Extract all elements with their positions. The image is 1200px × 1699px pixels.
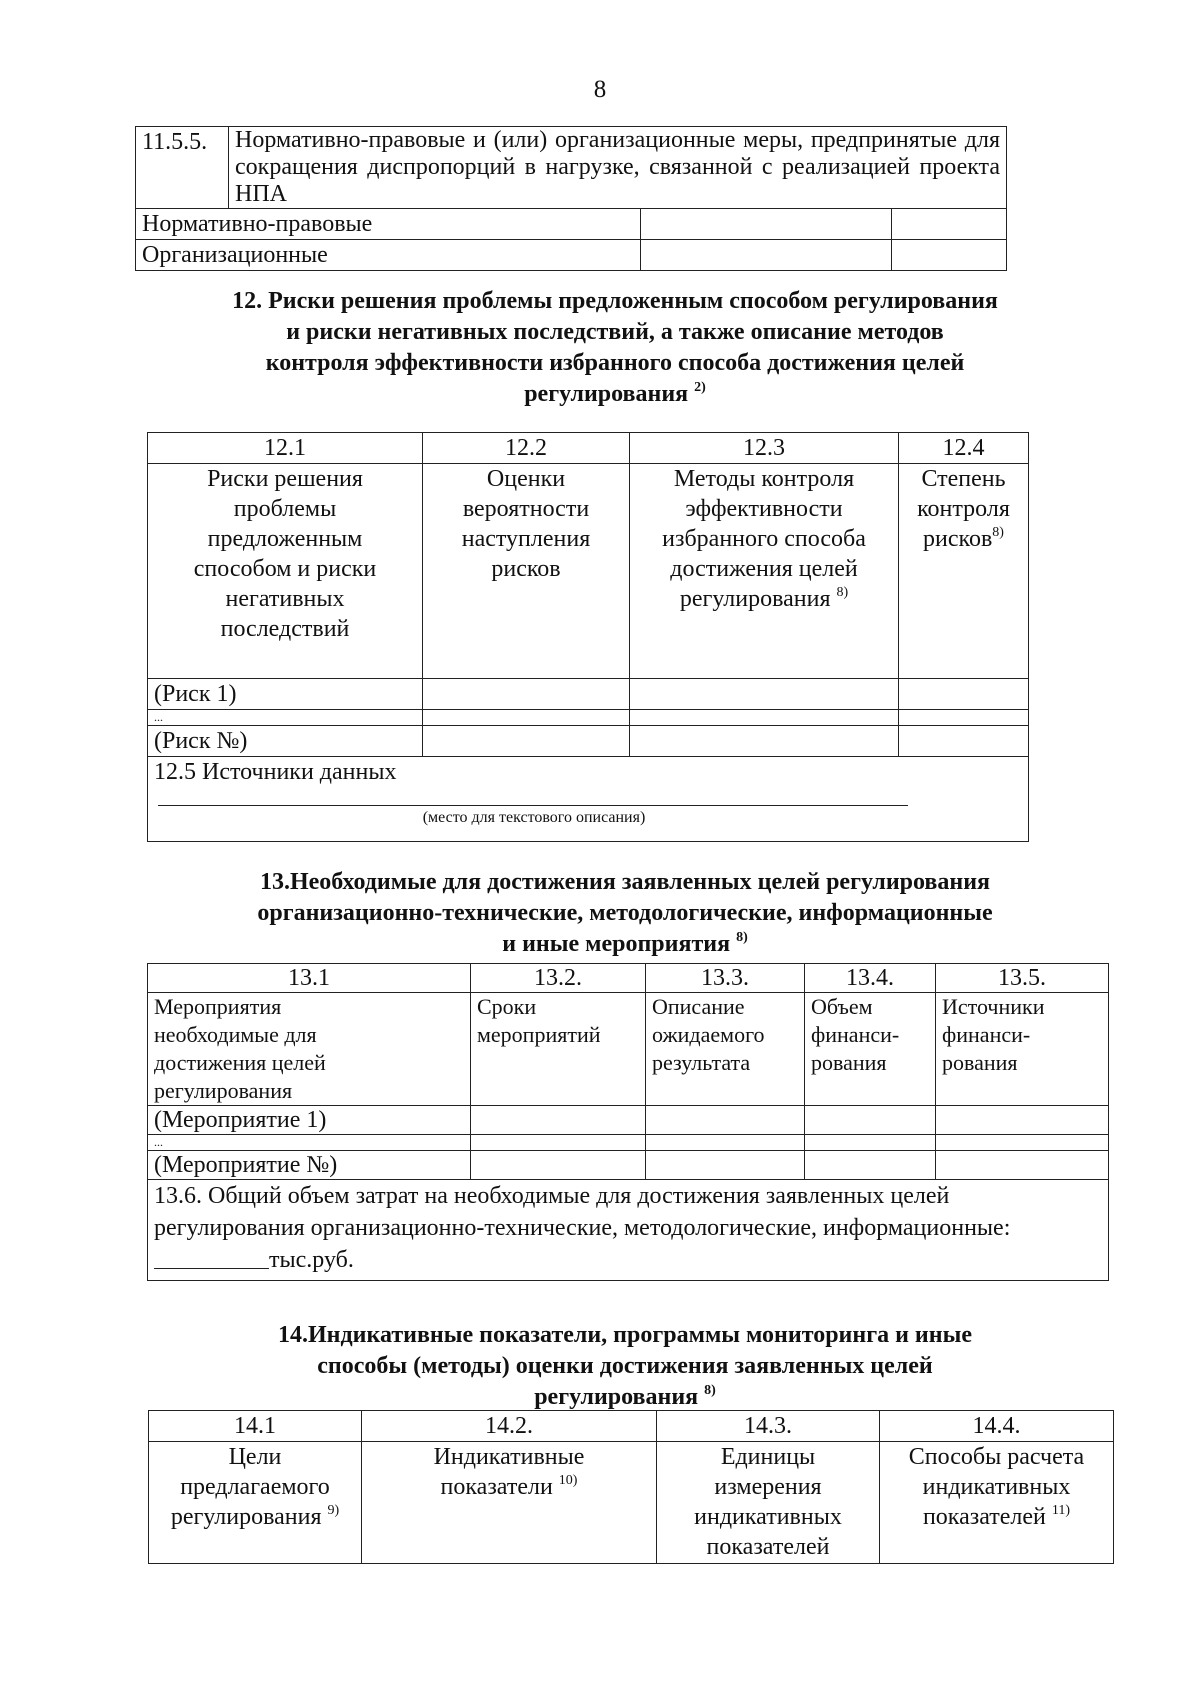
heading-line: 12. Риски решения проблемы предложенным способом регулирования bbox=[232, 288, 998, 314]
row-label: ... bbox=[148, 1135, 471, 1151]
table-cell[interactable] bbox=[630, 710, 899, 726]
table-row bbox=[136, 209, 1007, 240]
table-cell[interactable] bbox=[471, 1151, 646, 1180]
col-number: 13.3. bbox=[646, 964, 805, 993]
table-cell[interactable] bbox=[471, 1135, 646, 1151]
heading-line: регулирования $^{8)}$ bbox=[534, 1383, 716, 1410]
table-cell[interactable] bbox=[646, 1106, 805, 1135]
table-row bbox=[148, 1106, 1109, 1135]
heading-line: и риски негативных последствий, а также описание методов bbox=[286, 319, 944, 345]
row-label bbox=[136, 209, 641, 240]
section-13-heading bbox=[150, 867, 1100, 960]
table-cell[interactable] bbox=[641, 209, 1007, 240]
heading-line: организационно-технические, методологические, информационные bbox=[257, 900, 993, 926]
table-cell[interactable] bbox=[805, 1106, 936, 1135]
total-text: 13.6. Общий объем затрат на необходимые для достижения заявленных целей регулирования организационно-технические, методологические, информационные: bbox=[154, 1183, 1011, 1241]
table-row bbox=[148, 1151, 1109, 1180]
column-numbers bbox=[148, 964, 1109, 993]
heading-line: 13.Необходимые для достижения заявленных целей регулирования bbox=[259, 869, 991, 895]
total-row bbox=[148, 1180, 1109, 1281]
column-headers bbox=[148, 464, 1029, 679]
table-cell[interactable] bbox=[423, 710, 630, 726]
col-header: Описание ожидаемого результата bbox=[646, 993, 805, 1106]
table-11-5-5 bbox=[135, 126, 1007, 271]
row-label: (Мероприятие 1) bbox=[148, 1106, 471, 1135]
col-header: Степень контроля рисков$^{8)}$ bbox=[899, 464, 1029, 679]
row-label-text: Нормативно-правовые bbox=[142, 211, 373, 237]
row-label: Организационные bbox=[136, 240, 641, 271]
col-number: 14.3. bbox=[657, 1411, 880, 1442]
col-header: Индикативные показатели $^{10)}$ bbox=[362, 1442, 657, 1564]
table-row bbox=[148, 710, 1029, 726]
sources-input-line[interactable] bbox=[158, 787, 908, 806]
table-cell[interactable] bbox=[936, 1135, 1109, 1151]
table-cell[interactable] bbox=[630, 726, 899, 757]
sources-caption: (место для текстового описания) bbox=[422, 809, 646, 826]
col-number: 13.5. bbox=[936, 964, 1109, 993]
heading-line: регулирования $^{2)}$ bbox=[524, 380, 706, 407]
column-numbers bbox=[149, 1411, 1114, 1442]
col-header: Источники финанси-рования bbox=[936, 993, 1109, 1106]
col-number: 13.2. bbox=[471, 964, 646, 993]
footnote-ref: 2) bbox=[694, 380, 706, 395]
table-cell[interactable] bbox=[805, 1135, 936, 1151]
column-numbers bbox=[148, 433, 1029, 464]
col-number: 12.4 bbox=[899, 433, 1029, 464]
table-cell[interactable] bbox=[646, 1135, 805, 1151]
table-cell[interactable] bbox=[899, 710, 1029, 726]
heading-line: способы (методы) оценки достижения заявленных целей bbox=[317, 1353, 933, 1379]
col-number: 14.1 bbox=[149, 1411, 362, 1442]
col-header: Мероприятия необходимые для достижения целей регулирования bbox=[148, 993, 471, 1106]
table-12 bbox=[147, 432, 1029, 842]
table-cell[interactable] bbox=[423, 726, 630, 757]
table-cell[interactable] bbox=[641, 240, 1007, 271]
col-number: 13.1 bbox=[148, 964, 471, 993]
section-text: Нормативно-правовые и (или) организационные меры, предпринятые для сокращения диспропорций в нагрузке, связанной с реализацией проекта НПА bbox=[229, 127, 1007, 209]
footnote-ref: 10) bbox=[558, 1473, 578, 1488]
row-label: (Риск №) bbox=[148, 726, 423, 757]
col-header: Сроки мероприятий bbox=[471, 993, 646, 1106]
col-header: Способы расчета индикативных показателей $^{11)}$ bbox=[880, 1442, 1114, 1564]
table-cell[interactable] bbox=[630, 679, 899, 710]
col-header: Риски решения проблемы предложенным способом и риски негативных последствий bbox=[148, 464, 423, 679]
section-12-heading bbox=[140, 286, 1090, 410]
col-number: 13.4. bbox=[805, 964, 936, 993]
sources-label: 12.5 Источники данных bbox=[154, 759, 397, 785]
table-cell[interactable] bbox=[899, 726, 1029, 757]
total-unit: тыс.руб. bbox=[269, 1247, 354, 1273]
footnote-ref: 8) bbox=[836, 585, 849, 600]
footnote-ref: 11) bbox=[1051, 1503, 1071, 1518]
col-header: Объем финанси-рования bbox=[805, 993, 936, 1106]
table-cell[interactable] bbox=[646, 1151, 805, 1180]
table-cell[interactable] bbox=[936, 1151, 1109, 1180]
row-label: (Мероприятие №) bbox=[148, 1151, 471, 1180]
col-number: 12.3 bbox=[630, 433, 899, 464]
table-cell[interactable] bbox=[899, 679, 1029, 710]
table-cell[interactable] bbox=[936, 1106, 1109, 1135]
total-amount-input[interactable] bbox=[154, 1246, 269, 1269]
footnote-ref: 8) bbox=[704, 1383, 716, 1398]
col-number: 14.2. bbox=[362, 1411, 657, 1442]
section-14-heading bbox=[150, 1320, 1100, 1413]
table-row bbox=[148, 1135, 1109, 1151]
section-number: 11.5.5. bbox=[136, 127, 229, 209]
table-cell[interactable] bbox=[471, 1106, 646, 1135]
col-header: Единицы измерения индикативных показателей bbox=[657, 1442, 880, 1564]
col-number: 14.4. bbox=[880, 1411, 1114, 1442]
heading-line: контроля эффективности избранного способа достижения целей bbox=[265, 350, 965, 376]
table-cell[interactable] bbox=[423, 679, 630, 710]
heading-line: и иные мероприятия $^{8)}$ bbox=[502, 930, 748, 957]
table-13 bbox=[147, 963, 1109, 1281]
footnote-ref: 8) bbox=[992, 525, 1004, 540]
footnote-ref: 8) bbox=[736, 930, 748, 945]
page-number: 8 bbox=[593, 76, 607, 103]
footnote-ref: 9) bbox=[327, 1503, 340, 1518]
table-row bbox=[148, 726, 1029, 757]
table-row bbox=[148, 679, 1029, 710]
sources-row bbox=[148, 757, 1029, 842]
column-headers bbox=[148, 993, 1109, 1106]
heading-line: 14.Индикативные показатели, программы мониторинга и иные bbox=[278, 1322, 972, 1348]
col-header: Оценки вероятности наступления рисков bbox=[423, 464, 630, 679]
table-row bbox=[136, 240, 1007, 271]
col-number: 12.1 bbox=[148, 433, 423, 464]
table-cell[interactable] bbox=[805, 1151, 936, 1180]
col-header: Методы контроля эффективности избранного способа достижения целей регулирования $^{8)}$ bbox=[630, 464, 899, 679]
row-label: (Риск 1) bbox=[148, 679, 423, 710]
col-number: 12.2 bbox=[423, 433, 630, 464]
row-label: ... bbox=[148, 710, 423, 726]
col-header: Цели предлагаемого регулирования $^{9)}$ bbox=[149, 1442, 362, 1564]
column-headers bbox=[149, 1442, 1114, 1564]
table-14 bbox=[148, 1410, 1114, 1564]
